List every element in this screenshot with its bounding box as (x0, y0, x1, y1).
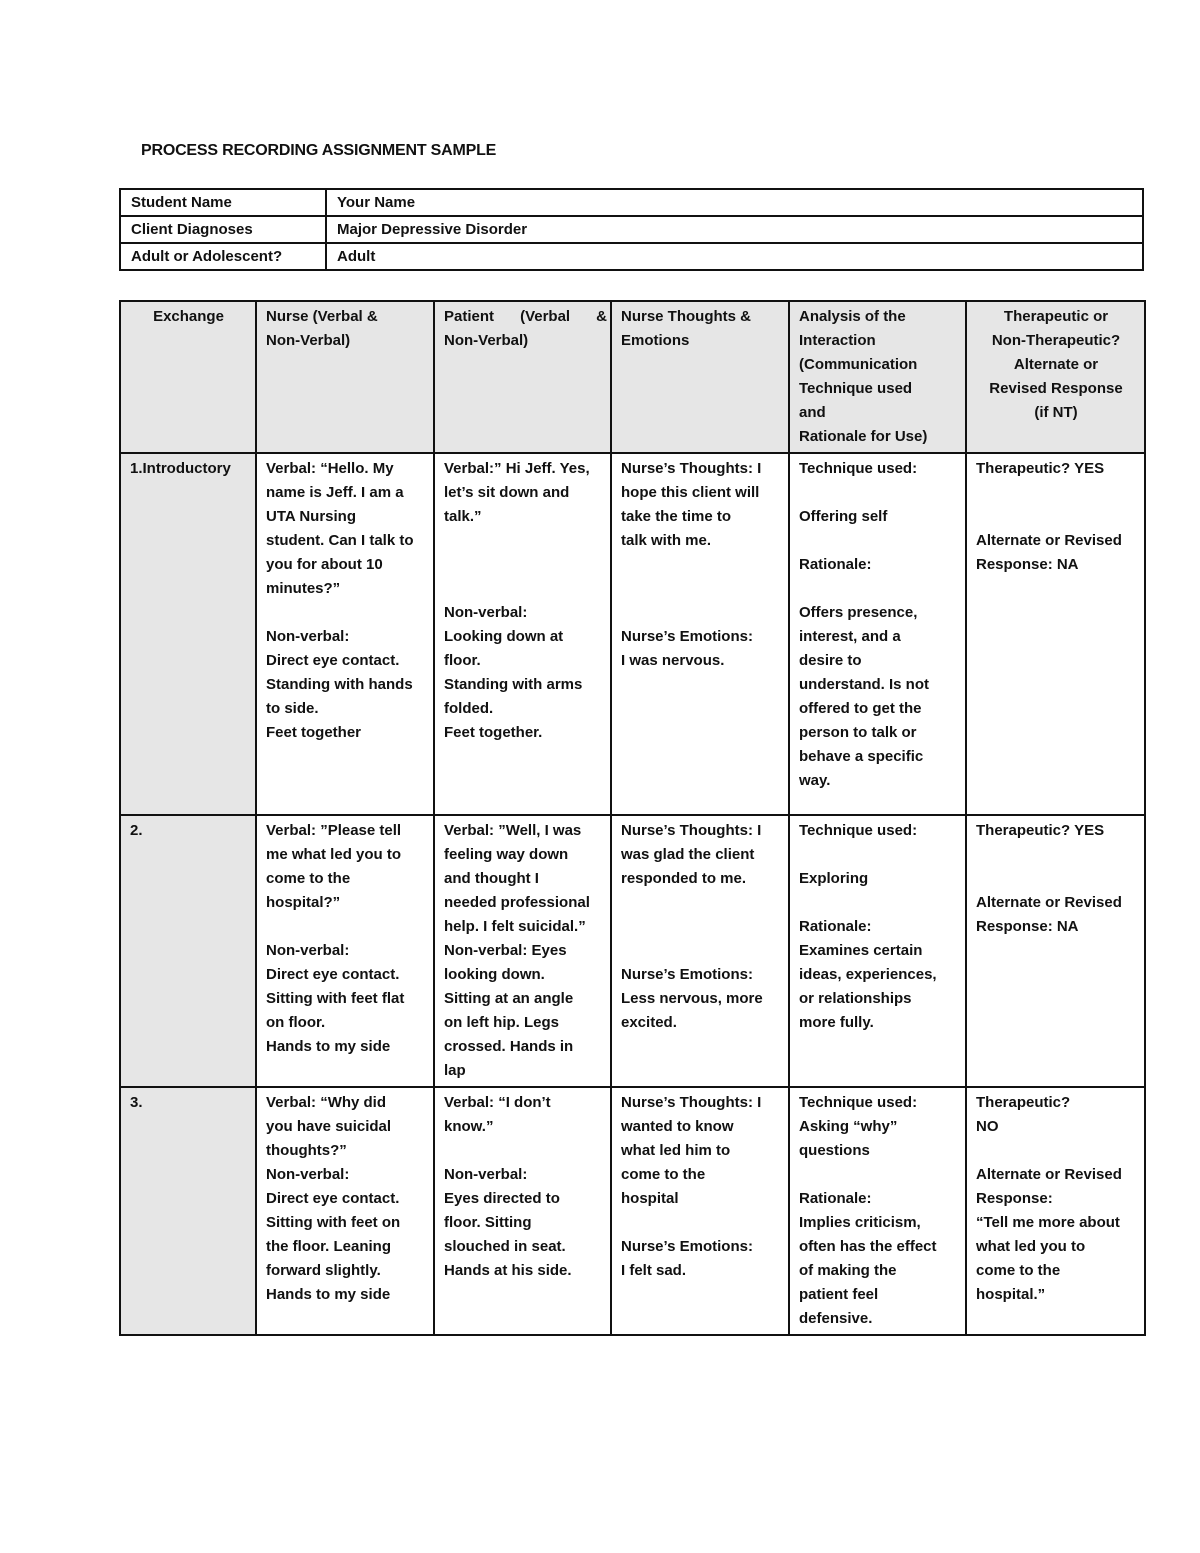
patient-nonverbal-line: on left hip. Legs (444, 1014, 559, 1031)
therapeutic-cell (966, 453, 1145, 815)
nurse-thoughts-line: take the time to (621, 508, 732, 525)
header-row (120, 301, 1145, 453)
alternate-response-line: Alternate or Revised (976, 894, 1122, 911)
patient-nonverbal-line: Eyes directed to (444, 1190, 560, 1207)
table-row (120, 1087, 1145, 1335)
nurse-emotions-line: Nurse’s Emotions: (621, 628, 753, 645)
technique-value: questions (799, 1142, 870, 1159)
nurse-cell (256, 1087, 434, 1335)
alternate-response-line: “Tell me more about (976, 1214, 1120, 1231)
header-line: and (799, 404, 826, 421)
nurse-thoughts-line: wanted to know (621, 1118, 734, 1135)
nurse-verbal-line: you have suicidal (266, 1118, 392, 1135)
header-line: Exchange (153, 308, 224, 325)
nurse-verbal-line: me what led you to (266, 846, 402, 863)
patient-verbal-line: let’s sit down and (444, 484, 570, 501)
header-nurse (256, 301, 434, 453)
nurse-thoughts-line: Nurse’s Thoughts: I (621, 822, 762, 839)
nurse-nonverbal-line: Non-verbal: (266, 942, 350, 959)
rationale-line: often has the effect (799, 1238, 937, 1255)
header-patient (434, 301, 611, 453)
rationale-line: defensive. (799, 1310, 873, 1327)
header-line: (if NT) (1034, 404, 1078, 421)
nurse-thoughts-line: talk with me. (621, 532, 712, 549)
alternate-response-line: come to the (976, 1262, 1061, 1279)
header-line: Non-Verbal) (266, 332, 351, 349)
nurse-verbal-line: student. Can I talk to (266, 532, 414, 549)
nurse-nonverbal-line: Non-verbal: (266, 628, 350, 645)
technique-value: Asking “why” (799, 1118, 898, 1135)
alternate-response-line: hospital.” (976, 1286, 1046, 1303)
rationale-line: ideas, experiences, (799, 966, 937, 983)
exchange-cell (120, 453, 256, 815)
patient-nonverbal-line: Non-verbal: (444, 604, 528, 621)
nurse-verbal-line: UTA Nursing (266, 508, 356, 525)
patient-cell (434, 1087, 611, 1335)
patient-verbal-line: talk.” (444, 508, 482, 525)
rationale-line: understand. Is not (799, 676, 930, 693)
nurse-verbal-line: you for about 10 (266, 556, 383, 573)
nurse-thoughts-line: come to the (621, 1166, 706, 1183)
therapeutic-verdict: Therapeutic? YES (976, 822, 1105, 839)
nurse-thoughts-line: hospital (621, 1190, 679, 1207)
nurse-verbal-line: Verbal: ”Please tell (266, 822, 402, 839)
nurse-verbal-line: come to the (266, 870, 351, 887)
patient-cell (434, 815, 611, 1087)
client-diagnoses-value: Major Depressive Disorder (326, 216, 1143, 243)
header-line: Revised Response (989, 380, 1123, 397)
header-line: Therapeutic or (1003, 308, 1109, 325)
alternate-response-line: Response: NA (976, 918, 1079, 935)
info-row-student-name (120, 189, 1143, 216)
patient-nonverbal-line: Non-verbal: Eyes (444, 942, 567, 959)
rationale-line: desire to (799, 652, 862, 669)
patient-verbal-line: Verbal: ”Well, I was (444, 822, 582, 839)
process-recording-table (119, 300, 1146, 1336)
exchange-cell (120, 1087, 256, 1335)
alternate-response-line: Alternate or Revised (976, 532, 1122, 549)
nurse-thoughts-line: hope this client will (621, 484, 760, 501)
age-group-label: Adult or Adolescent? (120, 243, 326, 270)
header-line: Non-Therapeutic? (991, 332, 1121, 349)
rationale-line: or relationships (799, 990, 912, 1007)
nurse-thoughts-line: what led him to (621, 1142, 731, 1159)
patient-nonverbal-line: crossed. Hands in (444, 1038, 574, 1055)
thoughts-cell (611, 1087, 789, 1335)
nurse-nonverbal-line: Direct eye contact. (266, 652, 400, 669)
header-therapeutic (966, 301, 1145, 453)
header-line: Non-Verbal) (444, 332, 529, 349)
thoughts-cell (611, 815, 789, 1087)
nurse-verbal-line: Verbal: “Why did (266, 1094, 387, 1111)
therapeutic-verdict: Therapeutic? YES (976, 460, 1105, 477)
analysis-cell (789, 815, 966, 1087)
nurse-thoughts-line: responded to me. (621, 870, 747, 887)
patient-verbal-line: and thought I (444, 870, 539, 887)
rationale-line: way. (799, 772, 831, 789)
patient-verbal-line: know.” (444, 1118, 494, 1135)
nurse-nonverbal-line: on floor. (266, 1014, 326, 1031)
header-line: Alternate or (1013, 356, 1099, 373)
rationale-line: person to talk or (799, 724, 917, 741)
nurse-nonverbal-line: to side. (266, 700, 319, 717)
table-row (120, 815, 1145, 1087)
nurse-nonverbal-line: Direct eye contact. (266, 1190, 400, 1207)
exchange-label: 1.Introductory (130, 460, 231, 477)
nurse-verbal-line: hospital?” (266, 894, 341, 911)
patient-verbal-line: help. I felt suicidal.” (444, 918, 586, 935)
nurse-emotions-line: Nurse’s Emotions: (621, 1238, 753, 1255)
patient-nonverbal-line: Standing with arms (444, 676, 583, 693)
student-name-label: Student Name (120, 189, 326, 216)
patient-nonverbal-line: Feet together. (444, 724, 543, 741)
alternate-response-line: what led you to (976, 1238, 1086, 1255)
nurse-nonverbal-line: Sitting with feet flat (266, 990, 405, 1007)
patient-verbal-line: Verbal: “I don’t (444, 1094, 551, 1111)
patient-verbal-line: needed professional (444, 894, 590, 911)
rationale-label: Rationale: (799, 556, 872, 573)
header-thoughts (611, 301, 789, 453)
nurse-emotions-line: Less nervous, more (621, 990, 763, 1007)
header-line: (Communication (799, 356, 918, 373)
nurse-cell (256, 815, 434, 1087)
nurse-verbal-line: thoughts?” (266, 1142, 347, 1159)
header-line: Interaction (799, 332, 876, 349)
patient-verbal-line: Verbal:” Hi Jeff. Yes, (444, 460, 590, 477)
exchange-cell (120, 815, 256, 1087)
header-line: Nurse (Verbal & (266, 308, 378, 325)
nurse-nonverbal-line: Non-verbal: (266, 1166, 350, 1183)
analysis-cell (789, 453, 966, 815)
rationale-line: of making the (799, 1262, 897, 1279)
nurse-nonverbal-line: Standing with hands (266, 676, 413, 693)
patient-nonverbal-line: Non-verbal: (444, 1166, 528, 1183)
rationale-line: Implies criticism, (799, 1214, 921, 1231)
patient-nonverbal-line: slouched in seat. (444, 1238, 566, 1255)
patient-nonverbal-line: looking down. (444, 966, 545, 983)
table-row (120, 453, 1145, 815)
patient-nonverbal-line: floor. Sitting (444, 1214, 532, 1231)
patient-nonverbal-line: Sitting at an angle (444, 990, 574, 1007)
nurse-nonverbal-line: Sitting with feet on (266, 1214, 401, 1231)
age-group-value: Adult (326, 243, 1143, 270)
nurse-thoughts-line: was glad the client (621, 846, 755, 863)
rationale-label: Rationale: (799, 1190, 872, 1207)
header-analysis (789, 301, 966, 453)
header-exchange (120, 301, 256, 453)
nurse-thoughts-line: Nurse’s Thoughts: I (621, 460, 762, 477)
patient-nonverbal-line: Hands at his side. (444, 1262, 572, 1279)
patient-nonverbal-line: folded. (444, 700, 494, 717)
nurse-verbal-line: minutes?” (266, 580, 341, 597)
patient-nonverbal-line: lap (444, 1062, 466, 1079)
nurse-nonverbal-line: the floor. Leaning (266, 1238, 392, 1255)
nurse-thoughts-line: Nurse’s Thoughts: I (621, 1094, 762, 1111)
header-line: Analysis of the (799, 308, 906, 325)
alternate-response-line: Response: NA (976, 556, 1079, 573)
rationale-line: behave a specific (799, 748, 924, 765)
nurse-verbal-line: Verbal: “Hello. My (266, 460, 394, 477)
nurse-emotions-line: Nurse’s Emotions: (621, 966, 753, 983)
header-line: Rationale for Use) (799, 428, 928, 445)
header-line: Technique used (799, 380, 913, 397)
info-row-client-diagnoses (120, 216, 1143, 243)
technique-value: Offering self (799, 508, 888, 525)
therapeutic-verdict: NO (976, 1118, 999, 1135)
technique-label: Technique used: (799, 460, 918, 477)
student-name-value: Your Name (326, 189, 1143, 216)
exchange-label: 2. (130, 822, 143, 839)
info-row-age-group (120, 243, 1143, 270)
technique-label: Technique used: (799, 822, 918, 839)
rationale-line: offered to get the (799, 700, 922, 717)
rationale-line: interest, and a (799, 628, 901, 645)
header-line: Emotions (621, 332, 690, 349)
nurse-verbal-line: name is Jeff. I am a (266, 484, 404, 501)
student-info-table (119, 188, 1144, 271)
analysis-cell (789, 1087, 966, 1335)
therapeutic-cell (966, 1087, 1145, 1335)
nurse-nonverbal-line: Hands to my side (266, 1286, 391, 1303)
nurse-emotions-line: I felt sad. (621, 1262, 687, 1279)
client-diagnoses-label: Client Diagnoses (120, 216, 326, 243)
rationale-line: more fully. (799, 1014, 874, 1031)
nurse-nonverbal-line: forward slightly. (266, 1262, 381, 1279)
thoughts-cell (611, 453, 789, 815)
rationale-line: patient feel (799, 1286, 879, 1303)
rationale-label: Rationale: (799, 918, 872, 935)
patient-cell (434, 453, 611, 815)
rationale-line: Offers presence, (799, 604, 918, 621)
nurse-nonverbal-line: Feet together (266, 724, 362, 741)
therapeutic-verdict: Therapeutic? (976, 1094, 1071, 1111)
nurse-nonverbal-line: Direct eye contact. (266, 966, 400, 983)
nurse-nonverbal-line: Hands to my side (266, 1038, 391, 1055)
exchange-label: 3. (130, 1094, 143, 1111)
rationale-line: Examines certain (799, 942, 923, 959)
patient-nonverbal-line: Looking down at (444, 628, 564, 645)
patient-verbal-line: feeling way down (444, 846, 569, 863)
alternate-response-line: Alternate or Revised (976, 1166, 1122, 1183)
header-line: Patient (Verbal & (444, 308, 607, 325)
page-title: PROCESS RECORDING ASSIGNMENT SAMPLE (141, 142, 497, 159)
patient-nonverbal-line: floor. (444, 652, 481, 669)
therapeutic-cell (966, 815, 1145, 1087)
nurse-emotions-line: excited. (621, 1014, 677, 1031)
header-line: Nurse Thoughts & (621, 308, 751, 325)
technique-value: Exploring (799, 870, 869, 887)
technique-label: Technique used: (799, 1094, 918, 1111)
nurse-cell (256, 453, 434, 815)
nurse-emotions-line: I was nervous. (621, 652, 725, 669)
alternate-response-line: Response: (976, 1190, 1053, 1207)
